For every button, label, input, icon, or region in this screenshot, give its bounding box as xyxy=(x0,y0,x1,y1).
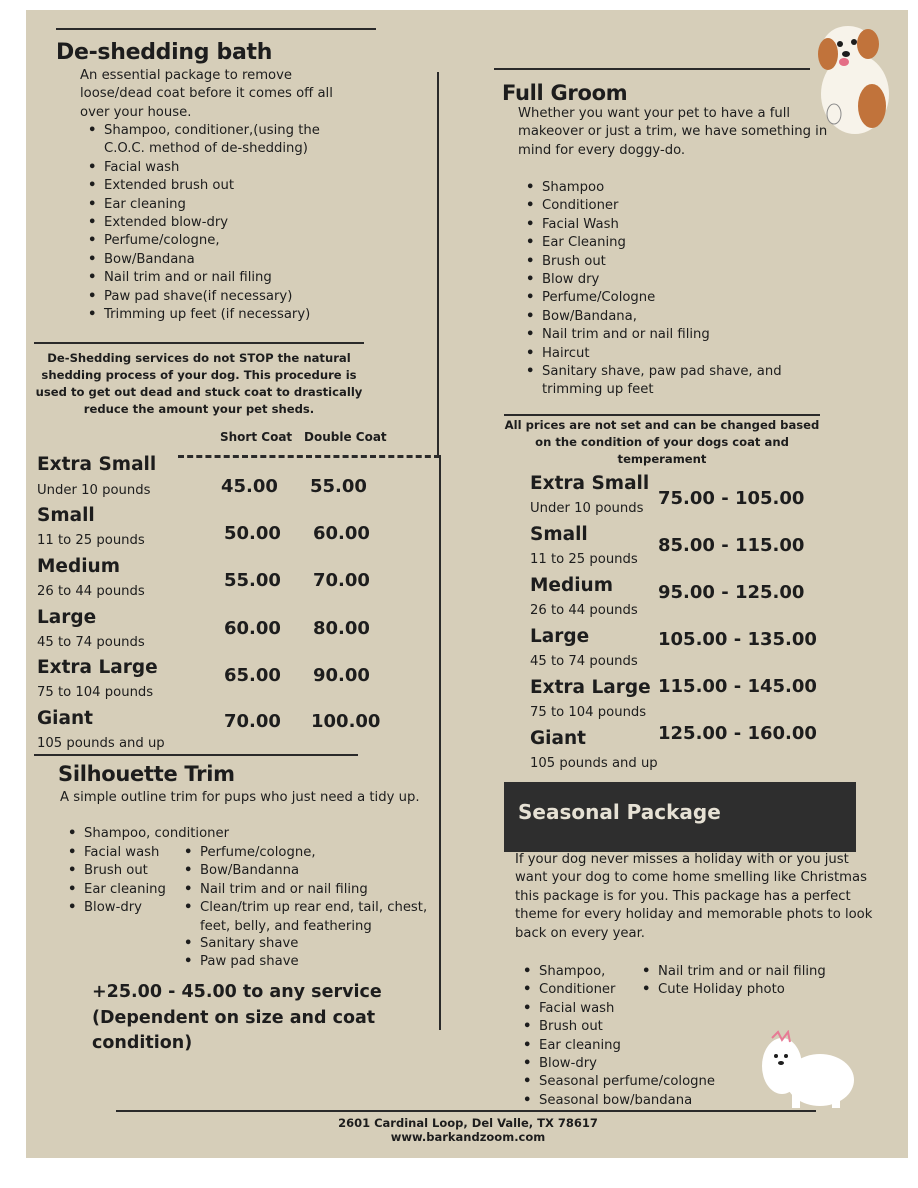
size-range: 26 to 44 pounds xyxy=(530,603,638,618)
list-item: • Bow/Bandanna xyxy=(176,862,431,880)
footer-rule xyxy=(116,1110,816,1112)
list-item: • Perfume/Cologne xyxy=(518,289,838,307)
col-header-double: Double Coat xyxy=(304,430,387,444)
price-range: 105.00 - 135.00 xyxy=(658,629,817,650)
price-short: 70.00 xyxy=(224,711,281,732)
list-item: • Ear Cleaning xyxy=(518,234,838,252)
list-item: • Facial wash xyxy=(515,1000,755,1018)
list-item: • Paw pad shave(if necessary) xyxy=(80,288,350,306)
silhouette-list-first xyxy=(60,825,420,843)
list-item: • Paw pad shave xyxy=(176,953,416,971)
list-item: • Facial wash xyxy=(60,844,190,862)
list-item: • Trimming up feet (if necessary) xyxy=(80,306,350,324)
list-item: • Sanitary shave xyxy=(176,935,416,953)
size-name: Extra Small xyxy=(530,473,650,494)
full-groom-list xyxy=(518,179,838,400)
size-name: Medium xyxy=(530,575,613,596)
list-item: • Nail trim and or nail filing xyxy=(176,881,431,899)
list-item: • Nail trim and or nail filing xyxy=(518,326,838,344)
dashed-divider xyxy=(178,455,440,458)
size-range: Under 10 pounds xyxy=(530,501,644,516)
list-item: • Shampoo, xyxy=(515,963,755,981)
center-divider xyxy=(437,72,439,455)
size-name: Extra Large xyxy=(530,677,651,698)
list-item: • Shampoo xyxy=(518,179,838,197)
price-double: 90.00 xyxy=(313,665,370,686)
list-item: • Ear cleaning xyxy=(80,196,350,214)
price-range: 75.00 - 105.00 xyxy=(658,488,805,509)
seasonal-list-2 xyxy=(634,963,864,1000)
size-name: Extra Large xyxy=(37,657,158,678)
col-header-short: Short Coat xyxy=(220,430,293,444)
price-double: 80.00 xyxy=(313,618,370,639)
list-item: • Ear cleaning xyxy=(515,1037,755,1055)
price-range: 85.00 - 115.00 xyxy=(658,535,805,556)
size-range: 11 to 25 pounds xyxy=(530,552,638,567)
size-range: 45 to 74 pounds xyxy=(37,635,145,650)
seasonal-header-bar xyxy=(504,782,856,852)
size-range: 75 to 104 pounds xyxy=(37,685,154,700)
size-name: Extra Small xyxy=(37,454,157,475)
size-name: Giant xyxy=(37,708,94,729)
list-item: • Extended brush out xyxy=(80,177,350,195)
price-range: 95.00 - 125.00 xyxy=(658,582,805,603)
price-double: 55.00 xyxy=(310,476,367,497)
silhouette-list-extra xyxy=(176,935,416,972)
deshedding-list xyxy=(80,122,350,324)
full-groom-note-rule xyxy=(504,414,820,416)
list-item: • Conditioner xyxy=(518,197,838,215)
list-item: • Clean/trim up rear end, tail, chest, feet, belly, and feathering xyxy=(176,899,431,936)
list-item: • Bow/Bandana, xyxy=(518,308,838,326)
size-name: Small xyxy=(37,505,95,526)
seasonal-intro: If your dog never misses a holiday with or you just want your dog to come home smelling like Christmas this package is for you. This package has a perfect theme for every holiday and memorable phots to look back on every year. xyxy=(515,852,873,941)
size-range: 105 pounds and up xyxy=(37,736,165,751)
list-item: • Blow dry xyxy=(518,271,838,289)
full-groom-intro: Whether you want your pet to have a full makeover or just a trim, we have something in mind for every doggy-do. xyxy=(518,106,828,158)
list-item: • Conditioner xyxy=(515,981,755,999)
list-item: • Brush out xyxy=(518,253,838,271)
list-item: • Sanitary shave, paw pad shave, and trimming up feet xyxy=(518,363,812,400)
price-double: 100.00 xyxy=(311,711,381,732)
top-left-rule xyxy=(56,28,376,30)
silhouette-intro: A simple outline trim for pups who just need a tidy up. xyxy=(60,790,420,805)
list-item: • Seasonal perfume/cologne xyxy=(515,1073,755,1091)
list-item: • Ear cleaning xyxy=(60,881,190,899)
price-double: 60.00 xyxy=(313,523,370,544)
price-short: 60.00 xyxy=(224,618,281,639)
deshedding-title: De-shedding bath xyxy=(56,40,273,65)
price-short: 65.00 xyxy=(224,665,281,686)
list-item: • Facial wash xyxy=(80,159,350,177)
list-item: • Brush out xyxy=(515,1018,755,1036)
list-item: • Bow/Bandana xyxy=(80,251,350,269)
price-double: 70.00 xyxy=(313,570,370,591)
full-groom-note: All prices are not set and can be changed based on the condition of your dogs coat and temperament xyxy=(504,418,820,466)
size-range: 26 to 44 pounds xyxy=(37,584,145,599)
size-name: Giant xyxy=(530,728,587,749)
silhouette-list-left xyxy=(60,844,190,918)
price-range: 115.00 - 145.00 xyxy=(658,676,817,697)
full-groom-top-rule xyxy=(494,68,810,70)
list-item: • Cute Holiday photo xyxy=(634,981,864,999)
silhouette-addon: +25.00 - 45.00 to any service (Dependent on size and coat condition) xyxy=(92,982,382,1053)
list-item: • Extended blow-dry xyxy=(80,214,350,232)
list-item: • Nail trim and or nail filing xyxy=(80,269,350,287)
silhouette-title: Silhouette Trim xyxy=(58,762,235,786)
center-divider-lower xyxy=(439,455,441,1030)
price-short: 50.00 xyxy=(224,523,281,544)
list-item: • Shampoo, conditioner,(using the C.O.C. method of de-shedding) xyxy=(80,122,324,159)
list-item: • Seasonal bow/bandana xyxy=(515,1092,755,1110)
size-range: 75 to 104 pounds xyxy=(530,705,647,720)
list-item: • Blow-dry xyxy=(60,899,190,917)
list-item: • Shampoo, conditioner xyxy=(60,825,420,843)
list-item: • Facial Wash xyxy=(518,216,838,234)
list-item: • Haircut xyxy=(518,345,838,363)
deshedding-note: De-Shedding services do not STOP the natural shedding process of your dog. This procedure is used to get out dead and stuck coat to drastically reduce the amount your pet sheds. xyxy=(35,351,363,416)
size-range: 11 to 25 pounds xyxy=(37,533,145,548)
size-range: 105 pounds and up xyxy=(530,756,658,771)
silhouette-list-right xyxy=(176,844,431,936)
footer-address: 2601 Cardinal Loop, Del Valle, TX 78617 xyxy=(338,1116,598,1130)
size-name: Large xyxy=(530,626,590,647)
list-item: • Nail trim and or nail filing xyxy=(634,963,864,981)
silhouette-top-rule xyxy=(34,754,358,756)
price-short: 45.00 xyxy=(221,476,278,497)
price-short: 55.00 xyxy=(224,570,281,591)
size-range: 45 to 74 pounds xyxy=(530,654,638,669)
maltese-dog-icon xyxy=(752,1030,857,1110)
list-item: • Blow-dry xyxy=(515,1055,755,1073)
list-item: • Perfume/cologne, xyxy=(176,844,431,862)
deshedding-note-rule xyxy=(34,342,364,344)
cavalier-dog-icon xyxy=(810,14,900,144)
price-range: 125.00 - 160.00 xyxy=(658,723,817,744)
deshedding-intro: An essential package to remove loose/dead coat before it comes off all over your house. xyxy=(80,68,333,120)
size-name: Medium xyxy=(37,556,120,577)
size-name: Small xyxy=(530,524,588,545)
size-range: Under 10 pounds xyxy=(37,483,151,498)
seasonal-title: Seasonal Package xyxy=(518,800,721,824)
list-item: • Perfume/cologne, xyxy=(80,232,350,250)
size-name: Large xyxy=(37,607,97,628)
list-item: • Brush out xyxy=(60,862,190,880)
footer-website: www.barkandzoom.com xyxy=(390,1130,546,1144)
full-groom-title: Full Groom xyxy=(502,81,628,105)
